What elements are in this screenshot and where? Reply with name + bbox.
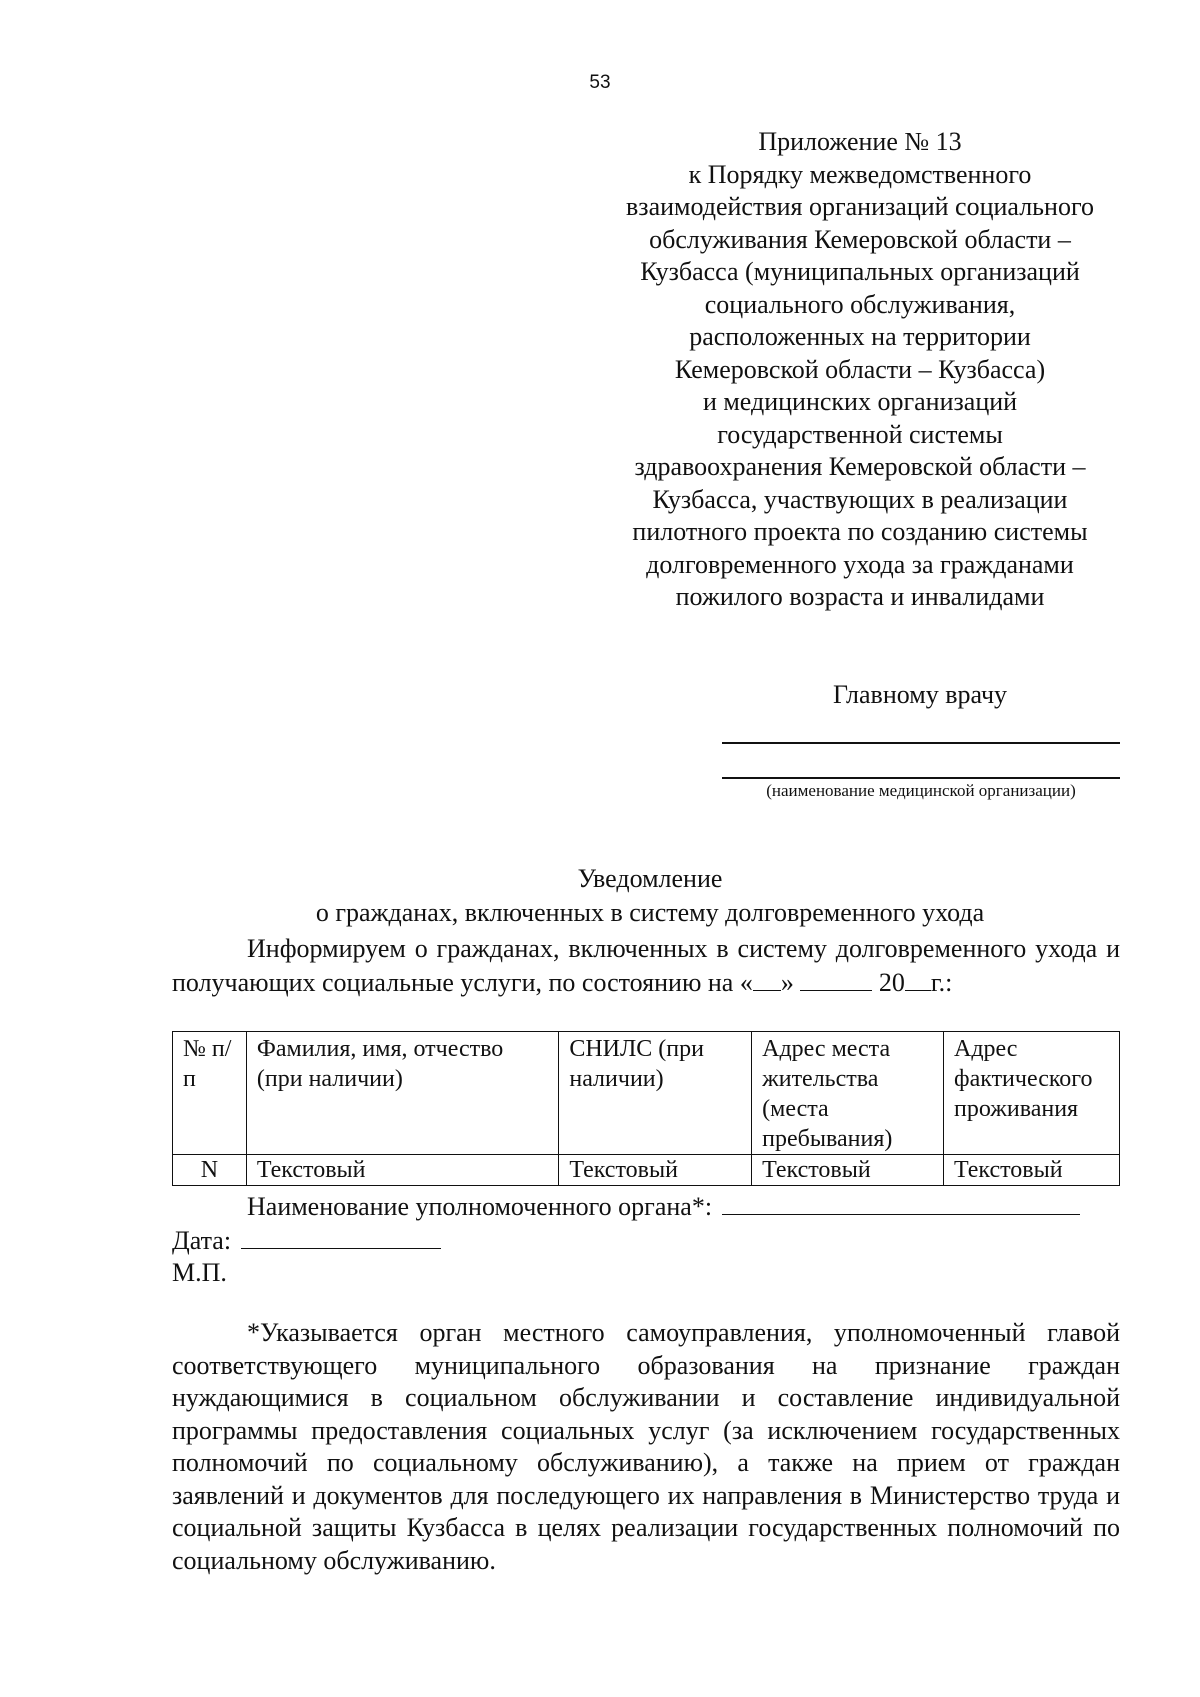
footnote-text: *Указывается орган местного самоуправления, уполномоченный главой соответствующего муниципального образования на признание граждан нуждающимися в социальном обслуживании и составление индивидуальной программы предоставления социальных услуг (за исключением государственных полномочий по социальному обслуживанию), а также на прием от граждан заявлений и документов для последующего их направления в Министерство труда и социальной защиты Кузбасса в целях реализации государственных полномочий по социальному обслуживанию.	[172, 1318, 1120, 1575]
appendix-line: государственной системы	[717, 419, 1003, 449]
appendix-line: Кузбасса, участвующих в реализации	[652, 484, 1068, 514]
table-header-row	[173, 1032, 1120, 1155]
month-blank	[800, 968, 872, 991]
appendix-line: социального обслуживания,	[704, 289, 1016, 319]
date-field	[172, 1226, 441, 1256]
table-cell: N	[173, 1155, 247, 1186]
appendix-line: взаимодействия организаций социального	[626, 192, 1094, 221]
table-cell: Текстовый	[559, 1155, 752, 1186]
intro-year-suffix: г.:	[930, 968, 953, 997]
table-cell: Текстовый	[752, 1155, 944, 1186]
appendix-line: Кузбасса (муниципальных организаций	[640, 257, 1080, 286]
date-label: Дата:	[172, 1226, 232, 1255]
table-cell: Текстовый	[944, 1155, 1120, 1186]
organization-name-line	[722, 742, 1120, 744]
organization-name-line-2	[722, 777, 1120, 779]
organization-caption: (наименование медицинской организации)	[766, 781, 1076, 800]
intro-text: Информируем о гражданах, включенных в систему долговременного ухода и получающих социальные услуги, по состоянию на «	[172, 934, 1120, 997]
appendix-line: расположенных на территории	[689, 322, 1031, 351]
footnote	[172, 1317, 1120, 1577]
table-row	[173, 1155, 1120, 1186]
year-blank	[905, 968, 931, 991]
stamp-label: М.П.	[172, 1258, 227, 1287]
appendix-header	[570, 126, 1150, 614]
appendix-line: долговременного ухода за гражданами	[646, 549, 1074, 579]
document-subtitle: о гражданах, включенных в систему долговременного ухода	[315, 898, 985, 927]
table-cell: Текстовый	[246, 1155, 558, 1186]
addressee-title: Главному врачу	[832, 680, 1008, 709]
table-header-cell: Адрес места жительства (места пребывания)	[752, 1032, 944, 1155]
intro-quote: »	[780, 968, 794, 997]
intro-year-prefix: 20	[878, 968, 905, 997]
table-header-cell: Адрес фактического проживания	[944, 1032, 1120, 1155]
page-number: 53	[589, 72, 611, 93]
authority-label: Наименование уполномоченного органа*:	[247, 1192, 713, 1221]
table-header-cell: № п/п	[173, 1032, 247, 1155]
appendix-line: пилотного проекта по созданию системы	[632, 517, 1088, 546]
authority-field	[247, 1192, 1080, 1222]
document-title: Уведомление	[577, 864, 723, 893]
appendix-line: здравоохранения Кемеровской области –	[634, 452, 1086, 481]
appendix-line: обслуживания Кемеровской области –	[649, 224, 1071, 254]
table-header-cell: Фамилия, имя, отчество (при наличии)	[246, 1032, 558, 1155]
authority-blank	[722, 1192, 1080, 1215]
date-blank	[241, 1226, 441, 1249]
day-blank	[753, 968, 781, 991]
appendix-line: Кемеровской области – Кузбасса)	[674, 354, 1046, 384]
document-title-block	[0, 862, 1200, 930]
appendix-line: к Порядку межведомственного	[688, 159, 1032, 189]
appendix-line: пожилого возраста и инвалидами	[675, 582, 1045, 611]
intro-paragraph	[172, 932, 1120, 1000]
appendix-line: Приложение № 13	[758, 127, 962, 156]
table-header-cell: СНИЛС (при наличии)	[559, 1032, 752, 1155]
appendix-line: и медицинских организаций	[702, 387, 1018, 416]
citizens-table	[172, 1031, 1120, 1186]
